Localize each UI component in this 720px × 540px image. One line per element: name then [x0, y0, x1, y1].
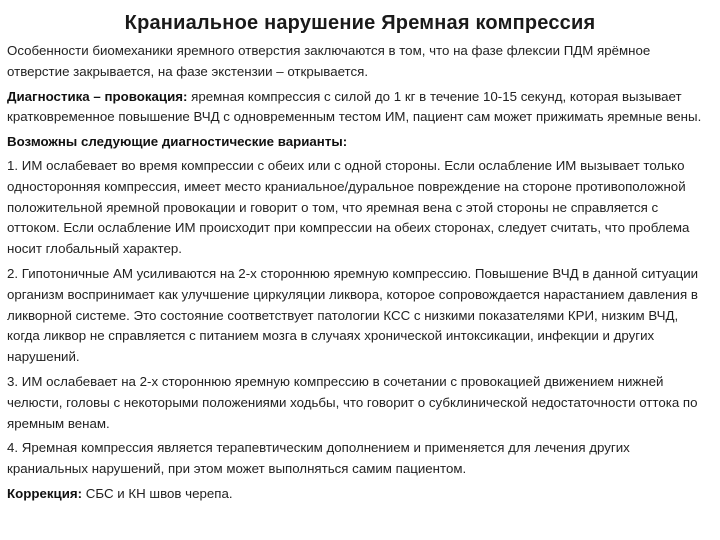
correction-paragraph [7, 484, 711, 505]
variants-heading [7, 132, 711, 153]
diagnostics-paragraph [7, 87, 711, 129]
variant-item-1: 1. ИМ ослабевает во время компрессии с обеих или с одной стороны. Если ослабление ИМ вызывает только односторонняя компрессия, имеет место краниальное/дуральное повреждение на стороне противоположной положительной яремной провокации и говорит о том, что яремная вена с этой стороны не справляется с оттоком. Если ослабление ИМ происходит при компрессии на обеих сторонах, следует считать, что проблема носит глобальный характер. [7, 157, 690, 257]
variant-item-3: 3. ИМ ослабевает на 2-х стороннюю яремную компрессию в сочетании с провокацией движением нижней челюсти, головы с некоторыми положениями ходьбы, что говорит о субклинической недостаточности оттока по яремным венам. [7, 373, 698, 431]
intro-paragraph: Особенности биомеханики яремного отверстия заключаются в том, что на фазе флексии ПДМ ярёмное отверстие закрывается, на фазе экстензии – открывается. [7, 43, 651, 79]
variant-item-2: 2. Гипотоничные АМ усиливаются на 2-х стороннюю яремную компрессию. Повышение ВЧД в данной ситуации организм воспринимает как улучшение циркуляции ликвора, которое сопровождается нарастанием давления в ликворной системе. Это состояние соответствует патологии КСС с низкими показателями КРИ, низким ВЧД, когда ликвор не справляется с питанием мозга в случаях хронической интоксикации, инфекции и других нарушений. [7, 265, 699, 365]
variant-item-4: 4. Яремная компрессия является терапевтическим дополнением и применяется для лечения других краниальных нарушений, при этом может выполняться самим пациентом. [7, 440, 630, 477]
correction-label: Коррекция: [7, 485, 83, 501]
correction-text: СБС и КН швов черепа. [82, 485, 233, 501]
slide-title: Краниальное нарушение Яремная компрессия [124, 12, 596, 34]
diagnostics-label: Диагностика – провокация: [7, 88, 188, 104]
slide-body [7, 41, 711, 509]
diagnostics-text: яремная компрессия с силой до 1 кг в течение 10-15 секунд, которая вызывает кратковременное повышение ВЧД с одновременным тестом ИМ, пациент сам может прижимать яремные вены. [7, 88, 702, 125]
variants-heading-text: Возможны следующие диагностические варианты: [7, 134, 348, 150]
